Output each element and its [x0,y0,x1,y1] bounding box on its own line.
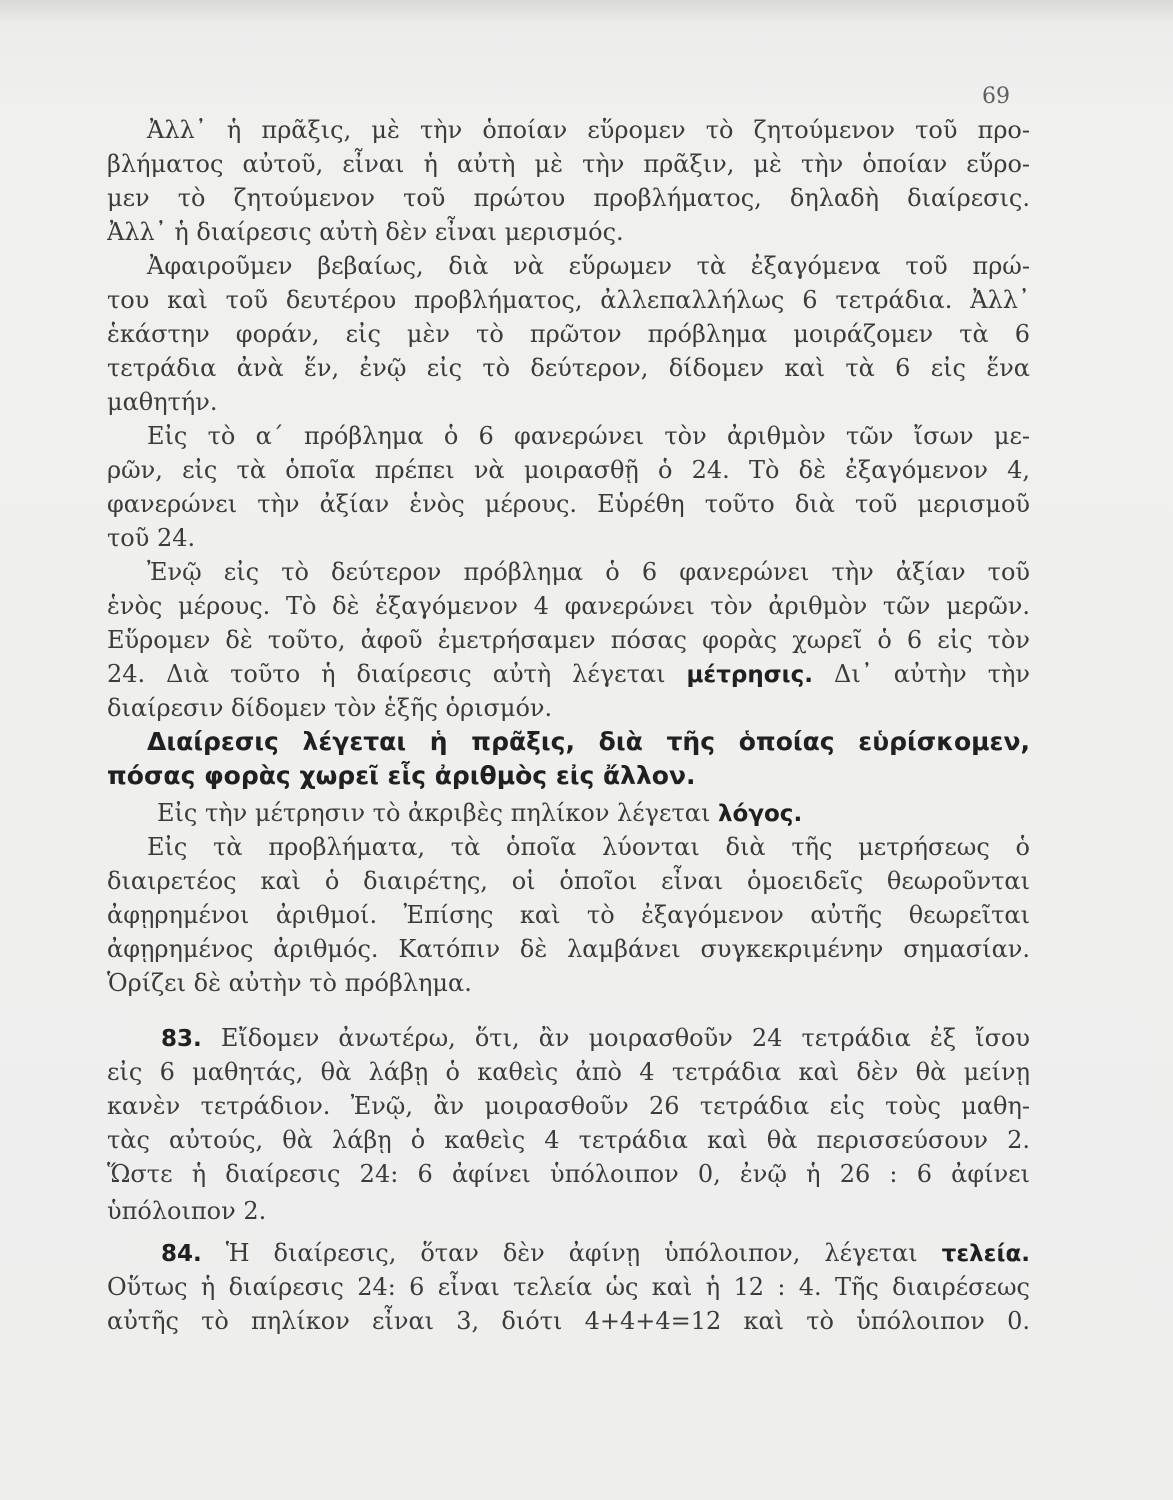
text-line: Ἀλλ᾽ ἡ πρᾶξις, μὲ τὴν ὁποίαν εὕρομεν τὸ ζητούμενον τοῦ προ- [147,116,1030,144]
numbered-paragraph [107,1021,1030,1228]
text-line: διαίρεσιν δίδομεν τὸν ἑξῆς ὁρισμόν. [107,694,553,722]
text-segment: 24. Διὰ τοῦτο ἡ διαίρεσις αὐτὴ λέγεται [107,660,687,688]
text-line: αὐτῆς τὸ πηλίκον εἶναι 3, διότι 4+4+4=12 καὶ τὸ ὑπόλοιπον 0. [107,1307,1030,1335]
text-line: ἀφῃρημένοι ἀριθμοί. Ἐπίσης καὶ τὸ ἐξαγόμενον αὐτῆς θεωρεῖται [107,901,1030,929]
definition [107,725,1030,793]
text-line: ὑπόλοιπον 2. [107,1197,267,1225]
text-line: Εἰς τὰ προβλήματα, τὰ ὁποῖα λύονται διὰ τῆς μετρήσεως ὁ [147,833,1030,861]
paragraph [107,419,1030,555]
text-line: Ἐνῷ εἰς τὸ δεύτερον πρόβλημα ὁ 6 φανερώνει τὴν ἀξίαν τοῦ [147,558,1030,586]
text-line: κανὲν τετράδιον. Ἐνῷ, ἂν μοιρασθοῦν 26 τετράδια εἰς τοὺς μαθη- [107,1092,1030,1120]
text-line: ρῶν, εἰς τὰ ὁποῖα πρέπει νὰ μοιρασθῇ ὁ 24. Τὸ δὲ ἐξαγόμενον 4, [107,456,1030,484]
text-line: μαθητήν. [107,388,218,416]
bold-term: τελεία. [941,1241,1030,1267]
text-line: Ἀλλ᾽ ἡ διαίρεσις αὐτὴ δὲν εἶναι μερισμός. [107,218,624,246]
text-segment: Δι᾽ αὐτὴν τὴν [813,660,1030,688]
paragraph [107,555,1030,725]
text-line: τοῦ 24. [107,524,196,552]
paragraph [107,249,1030,419]
text-line: πόσας φορὰς χωρεῖ εἷς ἀριθμὸς εἰς ἄλλον. [107,761,696,790]
section-number: 84. [161,1241,202,1267]
text-line: βλήματος αὐτοῦ, εἶναι ἡ αὐτὴ μὲ τὴν πρᾶξιν, μὲ τὴν ὁποίαν εὕρο- [107,150,1030,178]
text-line: Ὥστε ἡ διαίρεσις 24: 6 ἀφίνει ὑπόλοιπον 0, ἐνῷ ἡ 26 : 6 ἀφίνει [107,1160,1030,1188]
text-line: ἀφῃρημένος ἀριθμός. Κατόπιν δὲ λαμβάνει συγκεκριμένην σημασίαν. [107,935,1030,963]
text-line: Διαίρεσις λέγεται ἡ πρᾶξις, διὰ τῆς ὁποίας εὑρίσκομεν, [147,727,1030,756]
page-number: 69 [982,84,1010,109]
numbered-paragraph [107,1236,1030,1338]
text-line: Εὕρομεν δὲ τοῦτο, ἀφοῦ ἐμετρήσαμεν πόσας φορὰς χωρεῖ ὁ 6 εἰς τὸν [107,626,1030,654]
text-line: ἑνὸς μέρους. Τὸ δὲ ἐξαγόμενον 4 φανερώνει τὸν ἀριθμὸν τῶν μερῶν. [107,592,1030,620]
text-line: φανερώνει τὴν ἀξίαν ἑνὸς μέρους. Εὑρέθη τοῦτο διὰ τοῦ μερισμοῦ [107,490,1030,518]
text-line: εἰς 6 μαθητάς, θὰ λάβῃ ὁ καθεὶς ἀπὸ 4 τετράδια καὶ δὲν θὰ μείνῃ [107,1058,1030,1086]
text-segment: Εἴδομεν ἀνωτέρω, ὅτι, ἂν μοιρασθοῦν 24 τετράδια ἐξ ἴσου [220,1024,1030,1052]
text-line [107,657,1030,691]
text-line: του καὶ τοῦ δευτέρου προβλήματος, ἀλλεπαλλήλως 6 τετράδια. Ἀλλ᾽ [107,286,1030,314]
text-segment: Ἡ διαίρεσις, ὅταν δὲν ἀφίνῃ ὑπόλοιπον, λέγεται [225,1239,942,1267]
text-segment: Εἰς τὴν μέτρησιν τὸ ἀκριβὲς πηλίκον λέγεται [157,799,718,827]
body-text [107,113,1030,1338]
text-line: Εἰς τὸ α´ πρόβλημα ὁ 6 φανερώνει τὸν ἀριθμὸν τῶν ἴσων με- [147,422,1030,450]
text-line: τετράδια ἀνὰ ἕν, ἐνῷ εἰς τὸ δεύτερον, δίδομεν καὶ τὰ 6 εἰς ἕνα [107,354,1030,382]
text-line: διαιρετέος καὶ ὁ διαιρέτης, οἱ ὁποῖοι εἶναι ὁμοειδεῖς θεωροῦνται [107,867,1030,895]
bold-term: μέτρησις. [686,662,813,688]
paragraph [107,796,1030,830]
text-line [107,1021,1030,1055]
text-line: μεν τὸ ζητούμενον τοῦ πρώτου προβλήματος, δηλαδὴ διαίρεσις. [107,184,1030,212]
text-line: Ἀφαιροῦμεν βεβαίως, διὰ νὰ εὕρωμεν τὰ ἐξαγόμενα τοῦ πρώ- [147,252,1030,280]
paragraph [107,113,1030,249]
section-number: 83. [161,1026,202,1052]
bold-term: λόγος. [717,801,803,827]
text-line [107,796,1030,830]
text-line: Οὕτως ἡ διαίρεσις 24: 6 εἶναι τελεία ὡς καὶ ἡ 12 : 4. Τῆς διαιρέσεως [107,1273,1030,1301]
text-line: Ὁρίζει δὲ αὐτὴν τὸ πρόβλημα. [107,969,472,997]
paragraph [107,830,1030,1000]
text-line [107,1236,1030,1270]
text-line: ἑκάστην φοράν, εἰς μὲν τὸ πρῶτον πρόβλημα μοιράζομεν τὰ 6 [107,320,1030,348]
text-line: τὰς αὐτούς, θὰ λάβῃ ὁ καθεὶς 4 τετράδια καὶ θὰ περισσεύσουν 2. [107,1126,1030,1154]
